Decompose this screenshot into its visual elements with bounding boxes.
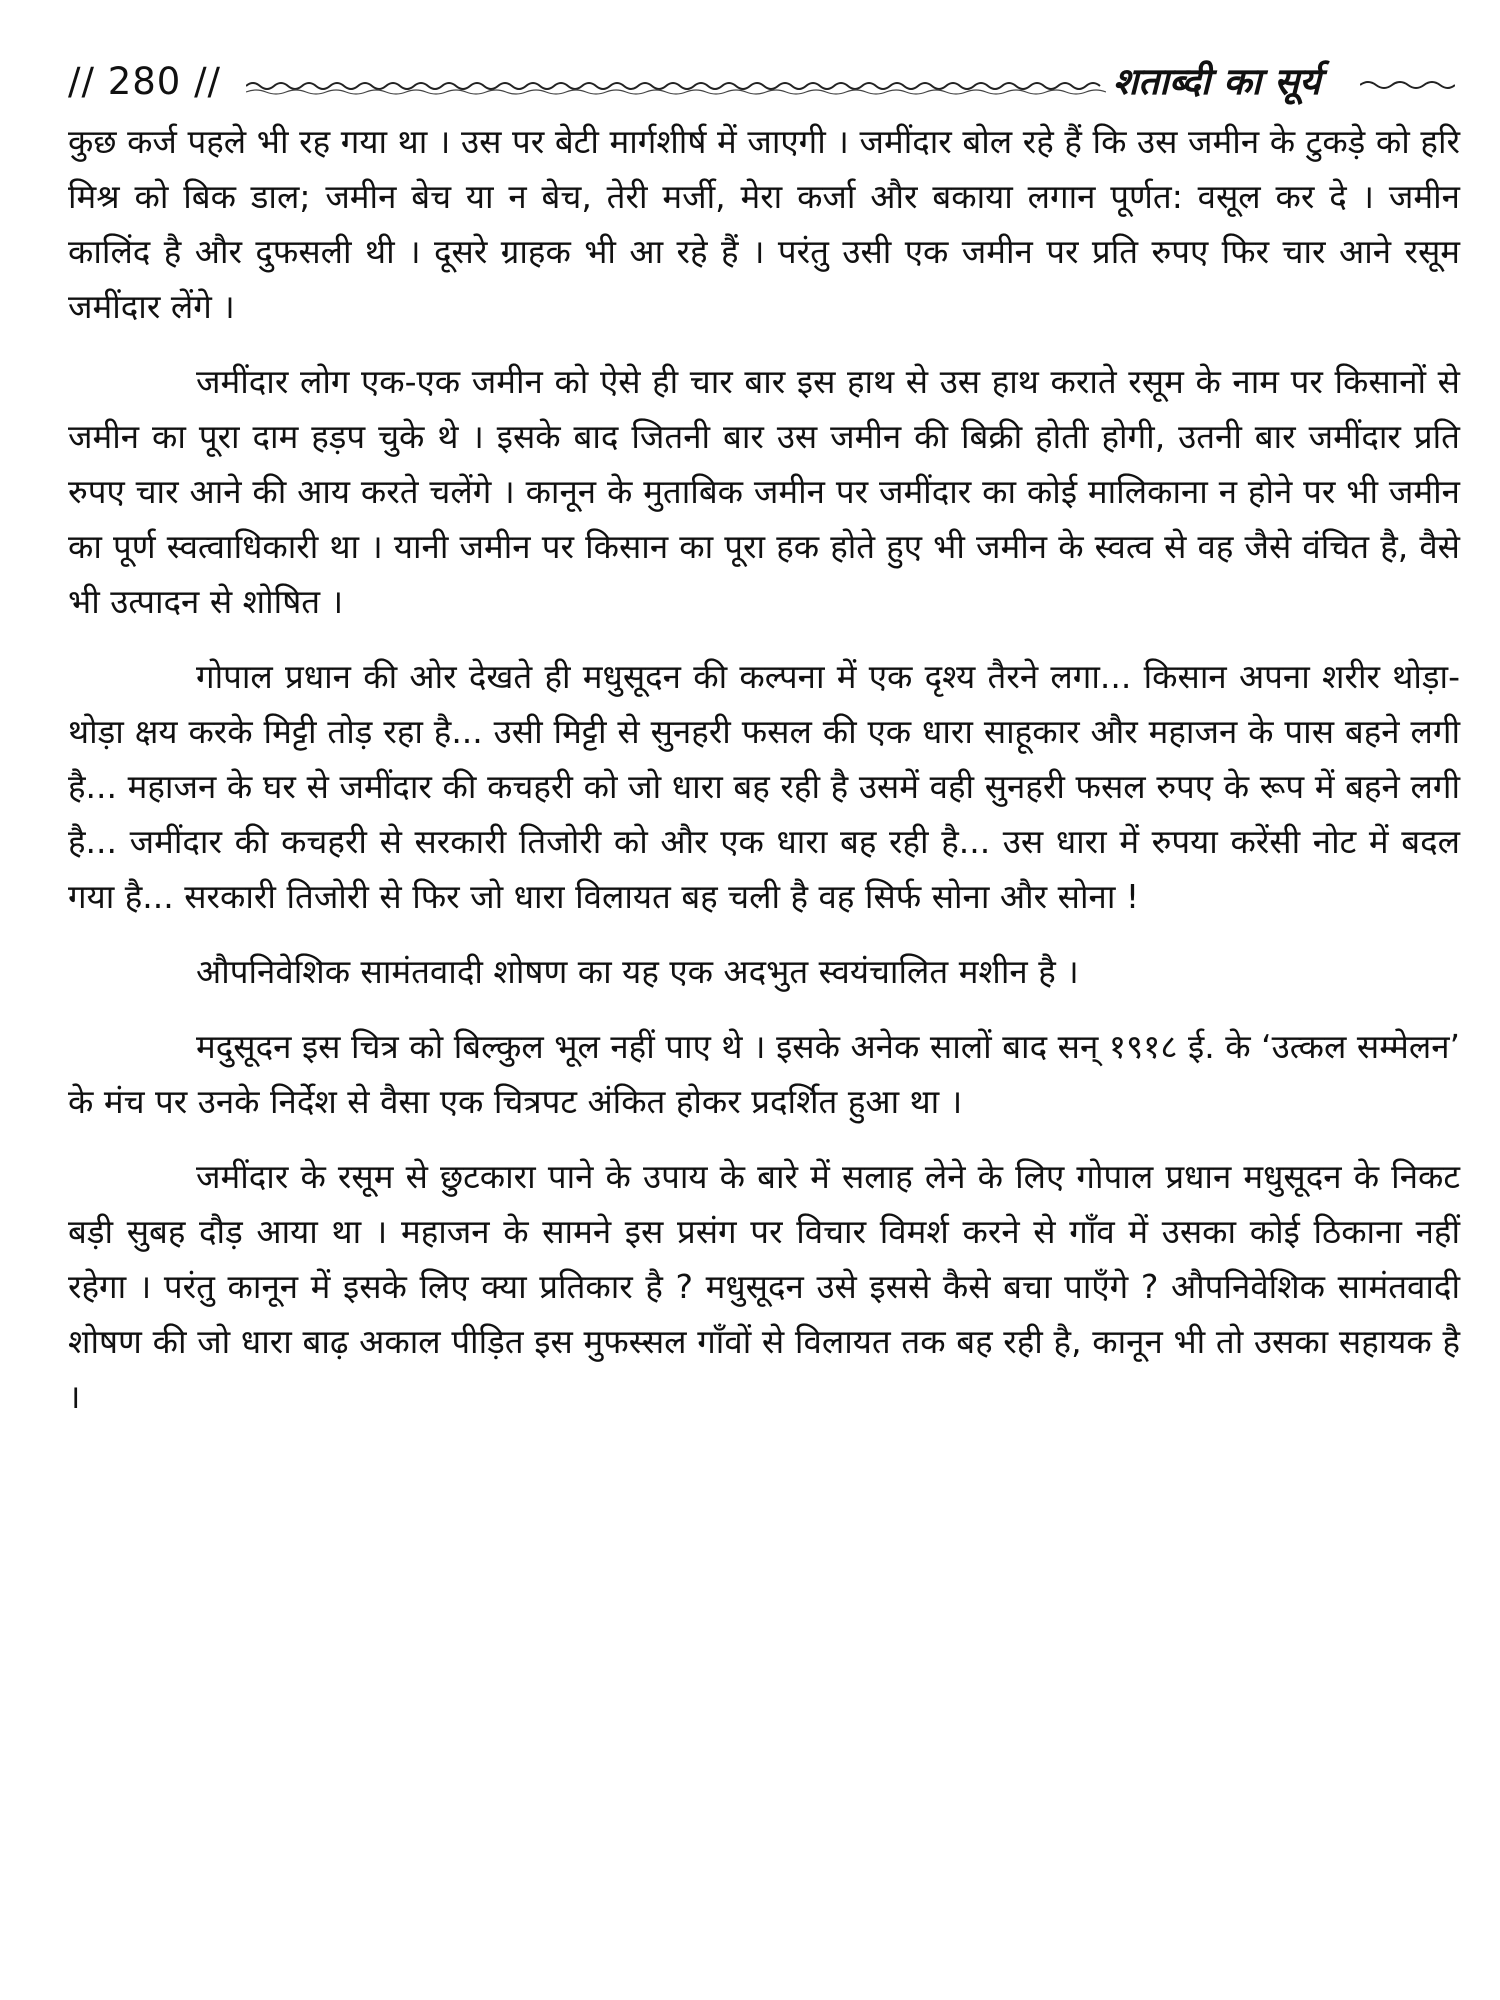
page-number: // 280 // [68,60,222,103]
decorative-rule [246,64,1106,104]
paragraph-2: जमींदार लोग एक-एक जमीन को ऐसे ही चार बार इस हाथ से उस हाथ कराते रसूम के नाम पर किसानों से जमीन का पूरा दाम हड़प चुके थे । इसके बाद जितनी बार उस जमीन की बिक्री होती होगी, उतनी बार जमींदार प्रति रुपए चार आने की आय करते चलेंगे । कानून के मुताबिक जमीन पर जमींदार का कोई मालिकाना न होने पर भी जमीन का पूर्ण स्वत्वाधिकारी था । यानी जमीन पर किसान का पूरा हक होते हुए भी जमीन के स्वत्व से वह जैसे वंचित है, वैसे भी उत्पादन से शोषित । [68,362,1460,621]
paragraph-3: गोपाल प्रधान की ओर देखते ही मधुसूदन की कल्पना में एक दृश्य तैरने लगा... किसान अपना शरीर थोड़ा-थोड़ा क्षय करके मिट्टी तोड़ रहा है... उसी मिट्टी से सुनहरी फसल की एक धारा साहूकार और महाजन के पास बहने लगी है... महाजन के घर से जमींदार की कचहरी को जो धारा बह रही है उसमें वही सुनहरी फसल रुपए के रूप में बहने लगी है... जमींदार की कचहरी से सरकारी तिजोरी को और एक धारा बह रही है... उस धारा में रुपया करेंसी नोट में बदल गया है... सरकारी तिजोरी से फिर जो धारा विलायत बह चली है वह सिर्फ सोना और सोना ! [68,657,1460,916]
running-header [68,50,1460,114]
body-text [68,114,1460,1424]
paragraph-6: जमींदार के रसूम से छुटकारा पाने के उपाय के बारे में सलाह लेने के लिए गोपाल प्रधान मधुसूदन के निकट बड़ी सुबह दौड़ आया था । महाजन के सामने इस प्रसंग पर विचार विमर्श करने से गाँव में उसका कोई ठिकाना नहीं रहेगा । परंतु कानून में इसके लिए क्या प्रतिकार है ? मधुसूदन उसे इससे कैसे बचा पाएँगे ? औपनिवेशिक सामंतवादी शोषण की जो धारा बाढ़ अकाल पीड़ित इस मुफस्सल गाँवों से विलायत तक बह रही है, कानून भी तो उसका सहायक है । [68,1157,1460,1416]
paragraph-4: औपनिवेशिक सामंतवादी शोषण का यह एक अदभुत स्वयंचालित मशीन है । [196,952,1079,991]
book-title: शताब्दी का सूर्य [1113,60,1321,103]
paragraph-5: मदुसूदन इस चित्र को बिल्कुल भूल नहीं पाए थे । इसके अनेक सालों बाद सन् १९१८ ई. के ‘उत्कल सम्मेलन’ के मंच पर उनके निर्देश से वैसा एक चित्रपट अंकित होकर प्रदर्शित हुआ था । [68,1027,1460,1121]
decorative-rule-tail [1360,70,1455,98]
paragraph-1: कुछ कर्ज पहले भी रह गया था । उस पर बेटी मार्गशीर्ष में जाएगी । जमींदार बोल रहे हैं कि उस जमीन के टुकड़े को हरि मिश्र को बिक डाल; जमीन बेच या न बेच, तेरी मर्जी, मेरा कर्जा और बकाया लगान पूर्णत: वसूल कर दे । जमीन कालिंद है और दुफसली थी । दूसरे ग्राहक भी आ रहे हैं । परंतु उसी एक जमीन पर प्रति रुपए फिर चार आने रसूम जमींदार लेंगे । [68,122,1460,326]
